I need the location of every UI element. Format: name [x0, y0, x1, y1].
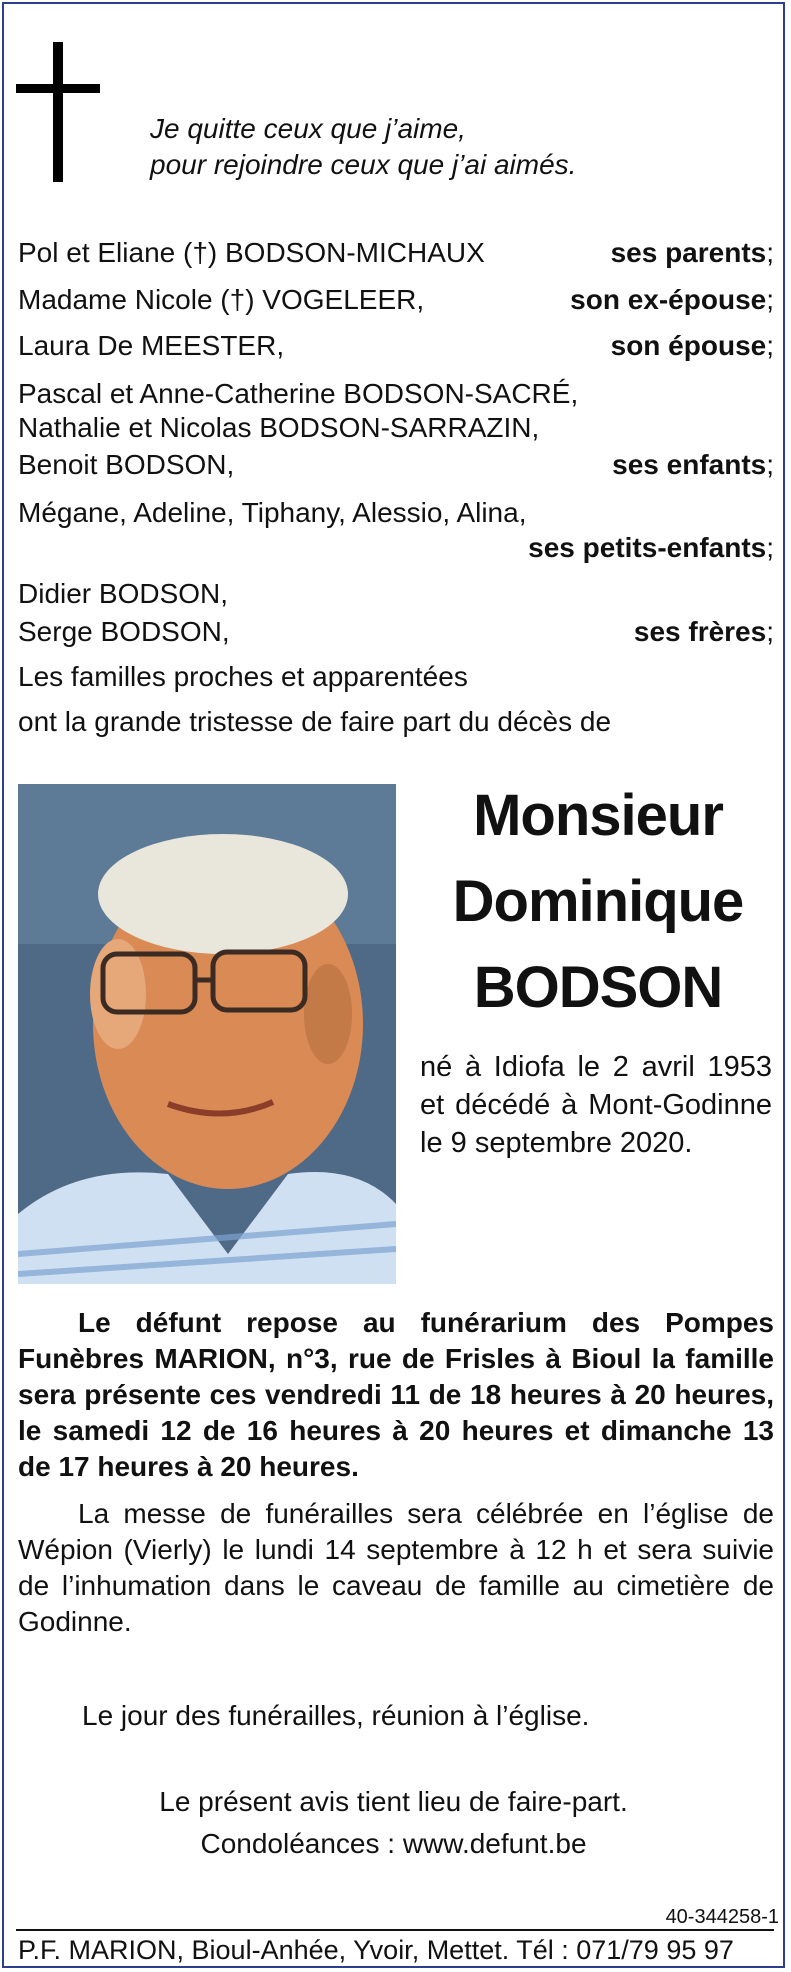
family-role: son ex-épouse	[570, 284, 767, 315]
family-name: Pol et Eliane (†) BODSON-MICHAUX	[18, 237, 485, 268]
deceased-first-name: Dominique	[452, 869, 744, 934]
visitation-text: Le défunt repose au funérarium des Pompes Funèbres MARION, n°3, rue de Frisles à Bioul la famille sera présente ces vendredi 11 de 18 heures à 20 heures, le samedi 12 de 16 heures à 20 heures et dimanche 13 de 17 heures à 20 heures.	[18, 1307, 774, 1482]
family-name: Benoit BODSON,	[18, 449, 235, 480]
deceased-dates: né à Idiofa le 2 avril 1953 et décédé à Mont-Godinne le 9 septembre 2020.	[420, 1051, 772, 1159]
condolences-text: Condoléances : www.defunt.be	[200, 1828, 587, 1859]
deceased-last-name: BODSON	[473, 955, 723, 1020]
family-name: Nathalie et Nicolas BODSON-SARRAZIN,	[18, 412, 540, 443]
family-role: son épouse	[610, 330, 767, 361]
family-name: Pascal et Anne-Catherine BODSON-SACRÉ,	[18, 378, 579, 409]
footer-divider	[16, 1929, 774, 1931]
family-name: Didier BODSON,	[18, 578, 229, 609]
family-row: Pol et Eliane (†) BODSON-MICHAUX ses parents;	[18, 233, 774, 273]
quote-line-1: Je quitte ceux que j’aime,	[150, 113, 466, 144]
notice-text: Le présent avis tient lieu de faire-part.	[159, 1786, 628, 1817]
announcement-line-1: Les familles proches et apparentées	[18, 661, 468, 692]
family-row	[18, 493, 774, 533]
cross-icon	[53, 42, 63, 182]
family-role: ses parents	[610, 237, 767, 268]
meeting-text: Le jour des funérailles, réunion à l’église.	[82, 1700, 590, 1731]
family-row: Benoit BODSON, ses enfants;	[18, 445, 774, 485]
family-row: Laura De MEESTER, son épouse;	[18, 326, 774, 366]
family-role: ses enfants	[612, 449, 767, 480]
family-row: ses petits-enfants;	[528, 532, 774, 563]
mass-text: La messe de funérailles sera célébrée en l’église de Wépion (Vierly) le lundi 14 septembre à 12 h et sera suivie de l’inhumation dans le caveau de famille au cimetière de Godinne.	[18, 1498, 774, 1637]
quote-line-2: pour rejoindre ceux que j’ai aimés.	[150, 149, 577, 180]
family-row	[18, 574, 774, 614]
cross-icon-bar	[16, 84, 100, 93]
family-row: Serge BODSON, ses frères;	[18, 612, 774, 652]
funeral-home-footer: P.F. MARION, Bioul-Anhée, Yvoir, Mettet. Tél : 071/79 95 97	[18, 1935, 734, 1965]
family-name: Serge BODSON,	[18, 616, 230, 647]
family-name: Madame Nicole (†) VOGELEER,	[18, 284, 425, 315]
family-name: Mégane, Adeline, Tiphany, Alessio, Alina,	[18, 497, 527, 528]
family-row: Madame Nicole (†) VOGELEER, son ex-épouse;	[18, 280, 774, 320]
family-row	[18, 408, 774, 448]
family-role: ses frères	[633, 616, 767, 647]
family-name: Laura De MEESTER,	[18, 330, 285, 361]
announcement-line-2: ont la grande tristesse de faire part du décès de	[18, 706, 612, 737]
family-role: ses petits-enfants	[528, 532, 767, 563]
deceased-title: Monsieur	[473, 783, 723, 848]
reference-number: 40-344258-1	[665, 1906, 779, 1928]
portrait-photo	[18, 784, 396, 1284]
portrait-illustration	[18, 784, 396, 1284]
